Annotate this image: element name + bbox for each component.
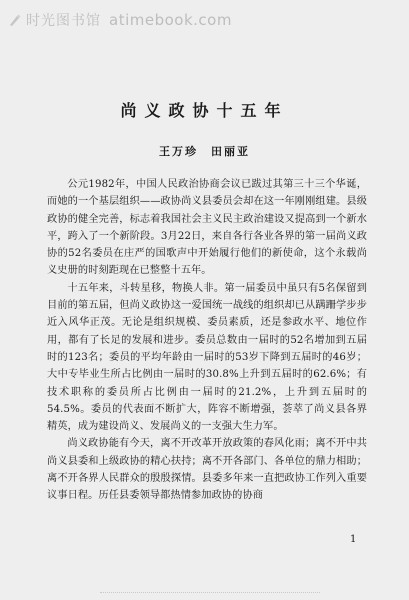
watermark-site: atimebook.com [109,11,232,29]
pen-icon [8,13,22,27]
article-body [47,176,367,505]
footer-rule [100,592,320,593]
watermark-label: 时光图书馆 [26,13,101,29]
paragraph: 公元1982年，中国人民政治协商会议已跋过其第三十三个华诞，而她的一个基层组织——政协尚义县委员会却在这一年刚刚组建。县级政协的健全完善，标志着我国社会主义民主政治建设又提高到一个新水平，跨入了一个新阶段。3月22日，来自各行各业各界的第一届尚义政协的52名委员在庄严的国歌声中开始履行他们的新使命，这个永载尚义史册的时刻距现在已整整十五年。 [47,179,367,277]
page-number: 1 [350,534,357,545]
article-title: 尚义政协十五年 [120,101,289,120]
watermark [8,10,232,30]
paragraph: 尚义政协能有今天，离不开改革开放政策的春风化雨；离不开中共尚义县委和上级政协的精心扶持；离不开各部门、各单位的鼎力相助；离不开各界人民群众的殷殷探情。县委多年来一直把政协工作列入重要议事日程。历任县委领导都热情参加政协的协商 [47,438,367,502]
paragraph: 十五年来，斗转星移，物换人非。第一届委员中虽只有5名保留到目前的第五届，但尚义政协这一爱国统一战线的组织却已从蹒跚学步步近入风华正茂。无论是组织规模、委员素质，还是参政水平、地位作用，都有了长足的发展和进步。委员总数由一届时的52名增加到五届时的123名；委员的平均年龄由一届时的53岁下降到五届时的46岁；大中专毕业生所占比例由一届时的30.8%上升到五届时的62.6%；有技术职称的委员所占比例由一届时的21.2%，上升到五届时的54.5%。委员的代表面不断扩大，阵容不断增强，荟萃了尚义县各界精英，成为建设尚义、发展尚义的一支强大生力军。 [47,282,367,433]
article-authors: 王万珍 田丽亚 [159,145,250,158]
